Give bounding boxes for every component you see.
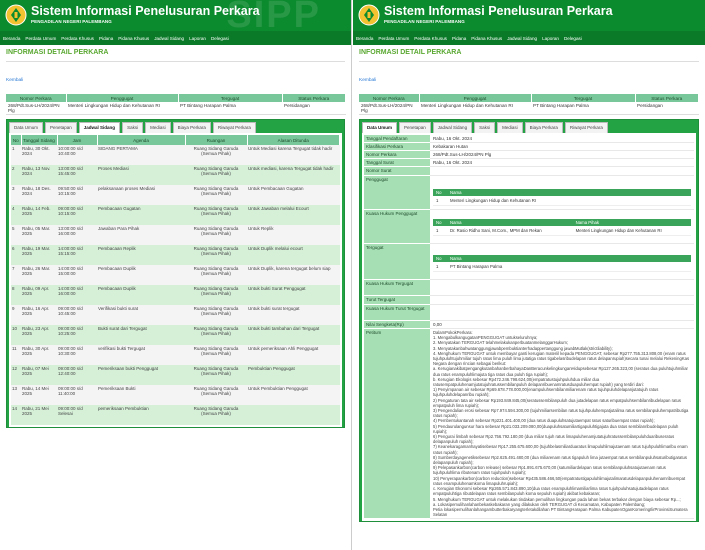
col-nama: Nama	[447, 189, 691, 196]
table-row	[11, 385, 340, 405]
table-row	[433, 196, 691, 205]
nav-pidana-khusus[interactable]: Pidana Khusus	[118, 35, 150, 41]
plaintiff: Menteri Lingkungan Hidup dan Kehutanan RI	[419, 102, 531, 115]
row-agenda: SIDANG PERTAMA	[97, 145, 185, 165]
row-no: 9	[11, 305, 21, 325]
site-header	[353, 0, 705, 31]
row-tanggal: Rabu, 23 Apr. 2025	[21, 325, 57, 345]
tab-data-umum[interactable]: Data Umum	[362, 122, 397, 133]
table-row	[11, 165, 340, 185]
petitum-line: 3. Menyatakanbahwatanggungjawabpembuktianterhadappertanggung jawabMutlak(strictliability);	[433, 345, 613, 351]
label-kuasa-turut-tergugat: Kuasa Hukum Turut Tergugat	[364, 305, 430, 321]
petitum-line: 5) Pendaurulangunsur hara sebesar Rp21.033.209.080,00(duapuluhsatumiliartigapuluhtigajuta dua ratus sembilanribudelapan puluh rupiah);	[433, 423, 679, 434]
penggugat-cell	[430, 176, 694, 210]
col-nama-pihak: Nama Pihak	[573, 219, 691, 226]
nomor-perkara: 268/Pdt.Sus-LH/2024/PN Plg	[430, 151, 694, 159]
row-alasan: Untuk mediasi, karena Tergugat tidak hadir	[247, 165, 340, 185]
row-jam: 09:50:00 s/d 10:15:00	[57, 185, 97, 205]
petitum-line: a. Lokasipemulihanlahanbekaskebakaran yang dilakukan oleh TERGUGAT di Kecamatan, Kabupaten Palembang;	[433, 501, 646, 507]
row-agenda: Verifikasi bukti surat	[97, 305, 185, 325]
kuasa-tergugat	[430, 280, 694, 296]
nav-delegasi[interactable]: Delegasi	[563, 35, 582, 41]
kuasa-no: 1	[433, 226, 447, 235]
petitum-line: 1. MengabulkangugatanPENGGUGAT untukseluruhnya;	[433, 335, 538, 341]
nav-pidana-khusus[interactable]: Pidana Khusus	[471, 35, 503, 41]
petitum-text	[433, 330, 691, 517]
petitum-line: 10) Penyerapankarbon(carbon reduction)sebesar Rp435.586.466,50(empatratustigapuluhlimajutalimaratusdelapanpuluhenamribuempat ratus enampuluhenamkoma limapuluhrupiah);	[433, 475, 686, 486]
col-status: Status Perkara	[282, 94, 346, 102]
col-nomor-perkara: Nomor Perkara	[359, 94, 419, 102]
row-jam: 13:00:00 s/d 16:00:00	[57, 225, 97, 245]
row-ruangan: Ruang Sidang Garuda (Semua Pihak)	[185, 405, 247, 425]
table-row	[6, 102, 346, 115]
row-ruangan: Ruang Sidang Garuda (Semua Pihak)	[185, 225, 247, 245]
nav-beranda[interactable]: Beranda	[3, 35, 21, 41]
tab-saksi[interactable]: Saksi	[474, 122, 495, 133]
col-status: Status Perkara	[635, 94, 699, 102]
petitum-line: 8) Sumberdayagenetiksebesar Rp2.625.491.480,00 (dua miliarenam ratus tigapuluh lima jutaempat ratus sembilanpuluhsatuributigaratus delapanpuluh rupiah);	[433, 454, 687, 466]
site-title: Sistem Informasi Penelusuran Perkara	[31, 4, 260, 18]
row-alasan: Untuk Pembacaan Gugatan	[247, 185, 340, 205]
case-number: 268/Pdt.Sus-LH/2024/PN Plg	[6, 102, 66, 115]
case-status: Persidangan	[635, 102, 699, 115]
petitum-line: 2) Pengaturan tata air sebesar Rp193.849.845,00(seratussembilanpuluh dua jutadelapan ratus empatpuluhsembilanribudelapan ratus empatpuluh lima rupiah);	[433, 397, 681, 408]
nav-delegasi[interactable]: Delegasi	[210, 35, 229, 41]
petitum-line: a. KerugianakibatpengangkutanbahanberbahayaDanBeracunkelingkunganHidupsebesar Rp127.265.323,00 (seratus dua puluhtujuhmiliar dua ratus enampuluhlimajuta tiga ratus dua puluh tiga rupiah);	[433, 366, 688, 377]
row-alasan: Untuk Duplik, karena tergugat belum siap	[247, 265, 340, 285]
tab-saksi[interactable]: Saksi	[122, 122, 143, 133]
tanggal-pendaftaran: Rabu, 16 Okt. 2024	[430, 135, 694, 143]
tab-biaya-perkara[interactable]: Biaya Perkara	[525, 122, 563, 133]
nav-perdata-umum[interactable]: Perdata Umum	[378, 35, 410, 41]
tab-mediasi[interactable]: Mediasi	[497, 122, 523, 133]
kuasa-pihak: Menteri Lingkungan Hidup dan Kehutanan RI	[573, 226, 691, 235]
col-tanggal: Tanggal Sidang	[21, 135, 57, 145]
table-row	[11, 265, 340, 285]
kuasa-penggugat-table	[433, 219, 691, 236]
tab-bar	[362, 122, 696, 133]
row-tanggal: Rabu, 18 Des. 2024	[21, 185, 57, 205]
row-tanggal: Rabu, 13 Nov. 2024	[21, 165, 57, 185]
table-row	[11, 305, 340, 325]
petitum-line: 9) Pelepasankarbon(carbon release) sebesar Rp1.891.675.670,00 (satumiliardelapan ratus sembilanpuluhsatujutaenam ratus tujuhpuluhlima ributenam ratus tujuhpuluh rupiah);	[433, 465, 666, 476]
petitum-line: 1) Penyimpanan air sebesar Rp69.678.778.000,00(enampuluhsembilanmiliarenam ratus tujuhpuluhdelapanjutatujuh ratus tujuhpuluhdelapanribu rupiah);	[433, 387, 659, 398]
row-jam: 09:00:00 s/d Selesai	[57, 405, 97, 425]
row-ruangan: Ruang Sidang Garuda (Semua Pihak)	[185, 365, 247, 385]
col-tergugat: Tergugat	[178, 94, 282, 102]
label-tanggal-surat: Tanggal Surat	[364, 159, 430, 167]
row-tanggal: Rabu, 19 Mar. 2025	[21, 245, 57, 265]
col-no: No	[11, 135, 21, 145]
col-alasan: Alasan Ditunda	[247, 135, 340, 145]
row-no: 14	[11, 405, 21, 425]
row-agenda: Pembacaan Duplik	[97, 285, 185, 305]
label-turut-tergugat: Turut Tergugat	[364, 296, 430, 305]
site-subtitle: PENGADILAN NEGERI PALEMBANG	[31, 19, 112, 24]
detail-tabs	[359, 119, 699, 522]
row-jam: 14:00:00 s/d 15:00:00	[57, 265, 97, 285]
row-tanggal: Rabu, 07 Mei 2025	[21, 365, 57, 385]
row-tanggal: Rabu, 16 Apr. 2025	[21, 305, 57, 325]
row-agenda: Pembacaan Gugatan	[97, 205, 185, 225]
petitum-line: 4) Pembentukantanah sebesar Rp221.401.400,00 (dua ratus duapuluhsatujutaempat ratus saturibuempat ratus rupiah);	[433, 418, 655, 424]
plaintiff: Menteri Lingkungan Hidup dan Kehutanan RI	[66, 102, 178, 115]
row-tanggal: Rabu, 30 Apr. 2025	[21, 345, 57, 365]
row-jam: 09:00:00 s/d 10:15:00	[57, 205, 97, 225]
tanggal-surat: Rabu, 16 Okt. 2024	[430, 159, 694, 167]
row-jam: 09:00:00 s/d 12:40:00	[57, 365, 97, 385]
general-data-table	[364, 135, 694, 519]
case-summary-table	[359, 94, 699, 115]
row-tanggal: Rabu, 14 Mei 2025	[21, 385, 57, 405]
row-no: 10	[11, 325, 21, 345]
data-umum-panel	[362, 133, 696, 521]
col-no: No	[433, 189, 447, 196]
tab-biaya-perkara[interactable]: Biaya Perkara	[173, 122, 211, 133]
tab-bar	[9, 122, 342, 133]
kuasa-turut-tergugat	[430, 305, 694, 321]
row-no: 11	[11, 345, 21, 365]
table-row	[11, 325, 340, 345]
detail-tabs	[6, 119, 345, 428]
row-agenda: Proses Mediasi	[97, 165, 185, 185]
table-row	[11, 365, 340, 385]
row-agenda: Pemeriksaan Bukti	[97, 385, 185, 405]
label-nomor-surat: Nomor Surat	[364, 167, 430, 176]
tergugat-nama: PT Bintang Harapan Palma	[447, 262, 691, 271]
table-row	[11, 405, 340, 425]
petitum-line: 3) Pengendalian erosi sebesar Rp7.974.594.300,00 (tujuhmiliarsembilan ratus tujuhpuluhempatjutalima ratus sembilanpuluhempatributiga ratus rupiah);	[433, 408, 689, 419]
tab-mediasi[interactable]: Mediasi	[145, 122, 171, 133]
row-no: 2	[11, 165, 21, 185]
row-agenda: Bukti surat dari Tergugat	[97, 325, 185, 345]
row-agenda: Pemeriksaan bukti Penggugat	[97, 365, 185, 385]
col-penggugat: Penggugat	[66, 94, 178, 102]
table-row	[359, 102, 699, 115]
row-no: 3	[11, 185, 21, 205]
court-logo-icon	[5, 4, 27, 26]
label-petitum: Petitum	[364, 329, 430, 519]
nav-pidana[interactable]: Pidana	[451, 35, 467, 41]
table-row	[11, 185, 340, 205]
col-jam: Jam	[57, 135, 97, 145]
row-agenda: Jawaban Para Pihak	[97, 225, 185, 245]
main-nav	[353, 31, 705, 45]
tergugat-table	[433, 255, 691, 272]
col-nomor-perkara: Nomor Perkara	[6, 94, 66, 102]
tab-riwayat-perkara[interactable]: Riwayat Perkara	[213, 122, 256, 133]
tab-jadwal-sidang[interactable]: Jadwal Sidang	[433, 122, 472, 133]
penggugat-table	[433, 189, 691, 206]
row-alasan: Untuk bukti surat tergugat	[247, 305, 340, 325]
row-alasan: Untuk Jawaban melalui Ecourt	[247, 205, 340, 225]
petitum-line: c. Kerugian Ekonomi sebesar Rp265.571.843.890,10(dua ratus enampuluhlimamiliarlima ratus tujuhpuluhsatujutadelapan ratus empatpuluhtiga ributdelapan ratus sembilanpuluh koma sepuluh rupiah) akibat kebakaran;	[433, 486, 669, 497]
row-tanggal: Rabu, 21 Mei 2025	[21, 405, 57, 425]
label-kuasa-penggugat: Kuasa Hukum Penggugat	[364, 210, 430, 244]
row-jam: 09:00:00 s/d 10:30:00	[57, 345, 97, 365]
row-jam: 13:00:00 s/d 15:45:00	[57, 165, 97, 185]
row-agenda: Pembacaan Duplik	[97, 265, 185, 285]
row-ruangan: Ruang Sidang Garuda (Semua Pihak)	[185, 145, 247, 165]
row-alasan: Untuk Pembuktian Penggugat	[247, 385, 340, 405]
col-ruangan: Ruangan	[185, 135, 247, 145]
defendant: PT Bintang Harapan Palma	[178, 102, 282, 115]
case-number: 268/Pdt.Sus-LH/2024/PN Plg	[359, 102, 419, 115]
petitum-line: 2. Menyatakan TERGUGAT telahmelakukanperbuatanmelanggarHukum;	[433, 340, 569, 346]
row-alasan: Pembuktian Penggugat	[247, 365, 340, 385]
tergugat-cell	[430, 244, 694, 280]
row-jam: 14:00:00 s/d 16:00:00	[57, 285, 97, 305]
label-nomor-perkara: Nomor Perkara	[364, 151, 430, 159]
row-tanggal: Rabu, 09 Apr. 2025	[21, 285, 57, 305]
row-ruangan: Ruang Sidang Garuda (Semua Pihak)	[185, 265, 247, 285]
row-alasan: Untuk bukti tambahan dari Tergugat	[247, 325, 340, 345]
row-no: 12	[11, 365, 21, 385]
back-link[interactable]: Kembali	[6, 78, 24, 83]
nomor-surat	[430, 167, 694, 176]
penggugat-no: 1	[433, 196, 447, 205]
nilai-sengketa: 0,00	[430, 321, 694, 329]
nav-jadwal-sidang[interactable]: Jadwal Sidang	[507, 35, 538, 41]
label-nilai-sengketa: Nilai Sengketa(Rp)	[364, 321, 430, 329]
row-alasan	[247, 405, 340, 425]
klasifikasi: Kebakaran Hutan	[430, 143, 694, 151]
table-row	[11, 245, 340, 265]
table-row	[433, 262, 691, 271]
kuasa-penggugat-cell	[430, 210, 694, 244]
row-no: 4	[11, 205, 21, 225]
row-ruangan: Ruang Sidang Garuda (Semua Pihak)	[185, 165, 247, 185]
row-alasan: Untuk Mediasi karena Tergugat tidak hadir	[247, 145, 340, 165]
tab-data-umum[interactable]: Data Umum	[9, 122, 43, 133]
row-ruangan: Ruang Sidang Garuda (Semua Pihak)	[185, 285, 247, 305]
row-jam: 10:00:00 s/d 10:40:00	[57, 145, 97, 165]
petitum-line: 4. Menghukum TERGUGAT untuk membayar ganti kerugian materiil kepada PENGGUGAT, sebesar Rp277.755.313.808,00 (enam ratus tujuhpuluhtujuhmiliar tujuh ratus lima puluh lima jutatiga ratus tigabelasribudelapan ratus delapanrupiah)secara tunai melalui RekeningKas Negara dengan rincian sebagai berikut:	[433, 350, 690, 367]
row-jam: 14:00:00 s/d 15:15:00	[57, 245, 97, 265]
row-no: 5	[11, 225, 21, 245]
nav-perdata-umum[interactable]: Perdata Umum	[25, 35, 57, 41]
label-tergugat: Tergugat	[364, 244, 430, 280]
site-header	[0, 0, 351, 31]
petitum-line: 5. Menghukum TERGUGAT untuk melakukan tindakan pemulihan lingkungan pada lahan bekas terbakar dengan biaya sebesar Rp...;	[433, 496, 681, 502]
col-penggugat: Penggugat	[419, 94, 531, 102]
petitum-line: b. Kerugian Ekologis sebesar Rp472.246.798.624,00(empatratustujuhpuluhdua miliar dua ratusempatpuluhenamjutatujuhratussembilanpuluh delapanribuenamratusduapuluhempat rupiah) yang terdiri dari:	[433, 376, 644, 388]
tab-penetapan[interactable]: Penetapan	[45, 122, 77, 133]
row-no: 7	[11, 265, 21, 285]
nav-pidana[interactable]: Pidana	[98, 35, 114, 41]
row-ruangan: Ruang Sidang Garuda (Semua Pihak)	[185, 245, 247, 265]
table-row	[11, 345, 340, 365]
site-subtitle: PENGADILAN NEGERI PALEMBANG	[384, 19, 465, 24]
case-summary-table	[6, 94, 346, 115]
tab-riwayat-perkara[interactable]: Riwayat Perkara	[565, 122, 608, 133]
row-agenda: pelaksanaan proses Mediasi	[97, 185, 185, 205]
row-ruangan: Ruang Sidang Garuda (Semua Pihak)	[185, 205, 247, 225]
row-ruangan: Ruang Sidang Garuda (Semua Pihak)	[185, 305, 247, 325]
tab-jadwal-sidang[interactable]: Jadwal Sidang	[79, 122, 120, 133]
row-agenda: pemeriksaan Pembuktian	[97, 405, 185, 425]
petitum-line: 7) Keanekaragamanhayatisebesar Rp17.255.675.600,00 (tujuhbelasmiliarduaratus limapuluhlimajutaenam ratus tujuhpuluhlimaribu enam ratus rupiah);	[433, 444, 688, 455]
row-agenda: verifikasi bukti Tergugat	[97, 345, 185, 365]
col-tergugat: Tergugat	[531, 94, 635, 102]
row-no: 1	[11, 145, 21, 165]
row-ruangan: Ruang Sidang Garuda (Semua Pihak)	[185, 385, 247, 405]
row-ruangan: Ruang Sidang Garuda (Semua Pihak)	[185, 345, 247, 365]
page-title: INFORMASI DETAIL PERKARA	[6, 49, 109, 56]
row-tanggal: Rabu, 05 Mar. 2025	[21, 225, 57, 245]
header-watermark: SIPP	[226, 0, 321, 31]
case-status: Persidangan	[282, 102, 346, 115]
table-row	[11, 225, 340, 245]
petitum-line: DalamPokokPerkara:	[433, 330, 473, 335]
col-no: No	[433, 255, 447, 262]
row-ruangan: Ruang Sidang Garuda (Semua Pihak)	[185, 325, 247, 345]
row-alasan: Untuk Replik	[247, 225, 340, 245]
court-logo-icon	[358, 4, 380, 26]
label-tanggal-pendaftaran: Tanggal Pendaftaran	[364, 135, 430, 143]
left-window	[0, 0, 352, 550]
nav-jadwal-sidang[interactable]: Jadwal Sidang	[154, 35, 185, 41]
table-row	[11, 145, 340, 165]
petitum-cell	[430, 329, 694, 519]
defendant: PT Bintang Harapan Palma	[531, 102, 635, 115]
jadwal-panel	[9, 133, 342, 427]
page-title: INFORMASI DETAIL PERKARA	[359, 49, 462, 56]
row-alasan: Untuk pemeriksaan Ahli Penggugat	[247, 345, 340, 365]
row-jam: 09:00:00 s/d 10:45:00	[57, 305, 97, 325]
petitum-line: Petia lokasipemulihanlahangambutterbakaryangterletakdilahan PT BintangHarapan Palma KabupatenOganKomeringIlirProvinsiSumatera Selatan	[433, 506, 688, 518]
kuasa-nama: Dr. Rasio Ridho Sani, M.Com., MPM dan Rekan	[447, 226, 573, 235]
nav-laporan[interactable]: Laporan	[542, 35, 559, 41]
row-tanggal: Rabu, 30 Okt. 2024	[21, 145, 57, 165]
table-row	[433, 226, 691, 235]
row-tanggal: Rabu, 26 Mar. 2025	[21, 265, 57, 285]
col-nama: Nama	[447, 219, 573, 226]
back-link[interactable]: Kembali	[359, 78, 377, 83]
turut-tergugat	[430, 296, 694, 305]
table-row	[11, 205, 340, 225]
site-title: Sistem Informasi Penelusuran Perkara	[384, 4, 613, 18]
main-nav	[0, 31, 351, 45]
table-row	[11, 285, 340, 305]
nav-perdata-khusus[interactable]: Perdata Khusus	[61, 35, 94, 41]
label-klasifikasi: Klasifikasi Perkara	[364, 143, 430, 151]
nav-beranda[interactable]: Beranda	[356, 35, 374, 41]
row-alasan: Untuk bukti Surat Penggugat	[247, 285, 340, 305]
row-jam: 09:00:00 s/d 11:40:00	[57, 385, 97, 405]
col-no: No	[433, 219, 447, 226]
nav-laporan[interactable]: Laporan	[189, 35, 206, 41]
penggugat-nama: Menteri Lingkungan Hidup dan Kehutanan RI	[447, 196, 691, 205]
tab-penetapan[interactable]: Penetapan	[399, 122, 431, 133]
row-ruangan: Ruang Sidang Garuda (Semua Pihak)	[185, 185, 247, 205]
nav-perdata-khusus[interactable]: Perdata Khusus	[414, 35, 447, 41]
petitum-line: 6) Pengurai limbah sebesar Rp2.756.792.180,00 (dua miliar tujuh ratus limapuluhenamjutatujuhratussembilanpuluhduaribuseratus delapanpuluh rupiah);	[433, 434, 675, 445]
row-jam: 09:00:00 s/d 10:25:00	[57, 325, 97, 345]
row-agenda: Pembacaan Replik	[97, 245, 185, 265]
row-no: 8	[11, 285, 21, 305]
row-no: 13	[11, 385, 21, 405]
right-window	[353, 0, 705, 550]
col-nama: Nama	[447, 255, 691, 262]
row-alasan: Untuk Duplik melalui ecourt	[247, 245, 340, 265]
label-penggugat: Penggugat	[364, 176, 430, 210]
row-no: 6	[11, 245, 21, 265]
hearing-schedule-table	[11, 135, 340, 425]
label-kuasa-tergugat: Kuasa Hukum Tergugat	[364, 280, 430, 296]
tergugat-no: 1	[433, 262, 447, 271]
row-tanggal: Rabu, 14 Feb. 2025	[21, 205, 57, 225]
col-agenda: Agenda	[97, 135, 185, 145]
